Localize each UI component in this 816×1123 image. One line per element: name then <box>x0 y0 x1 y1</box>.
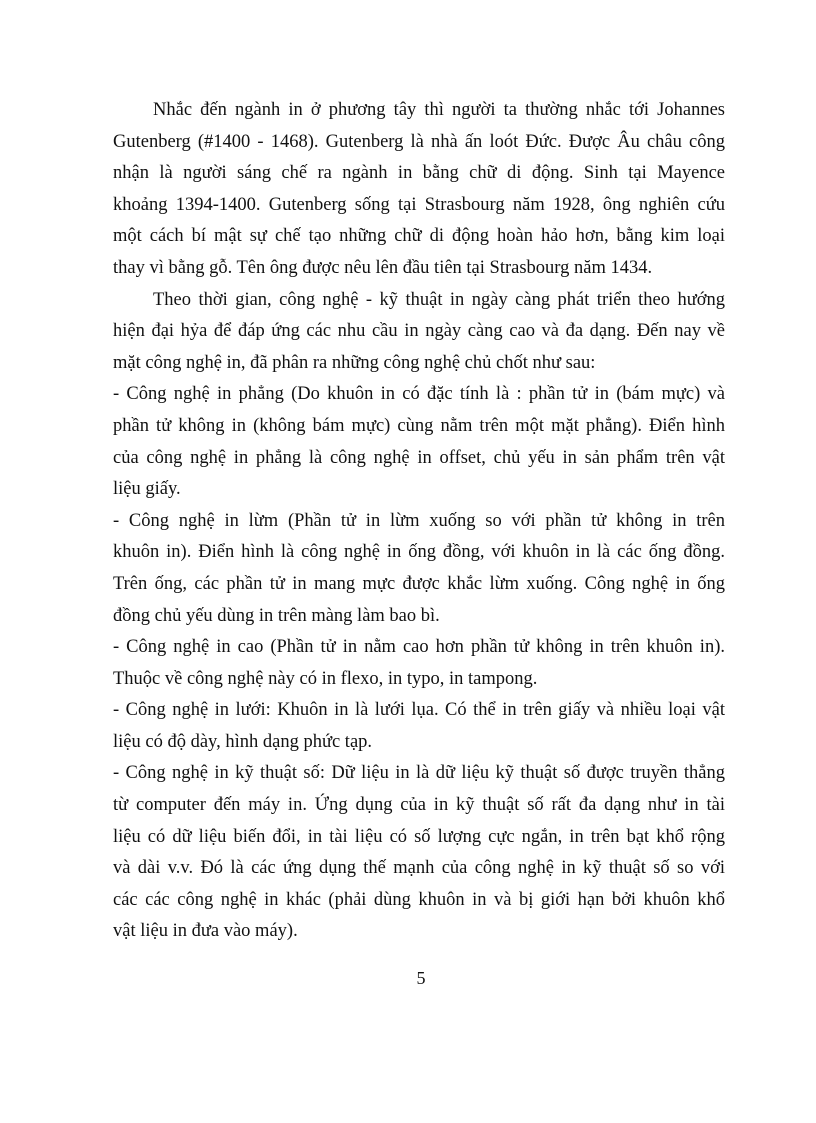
text-line: và dài v.v. Đó là các ứng dụng thế mạnh của công nghệ in kỹ thuật số so với <box>113 858 725 879</box>
text-line: liệu có độ dày, hình dạng phức tạp. <box>113 731 373 752</box>
paragraph-gravure-printing <box>113 506 725 632</box>
text-line: khoảng 1394-1400. Gutenberg sống tại Strasbourg năm 1928, ông nghiên cứu <box>113 194 725 215</box>
text-line: Gutenberg (#1400 - 1468). Gutenberg là nhà ấn loót Đức. Được Âu châu công <box>113 131 725 152</box>
paragraph-technology-overview <box>113 285 725 380</box>
text-line: các các công nghệ in khác (phải dùng khuôn in và bị giới hạn bởi khuôn khổ <box>113 889 725 910</box>
paragraph-gutenberg <box>113 95 725 285</box>
text-line: của công nghệ in phẳng là công nghệ in offset, chủ yếu in sản phẩm trên vật <box>113 447 725 468</box>
text-line: phần tử không in (không bám mực) cùng nằm trên một mặt phẳng). Điển hình <box>113 415 725 436</box>
text-line: hiện đại hỷa để đáp ứng các nhu cầu in ngày càng cao và đa dạng. Đến nay về <box>113 321 725 342</box>
text-line: thay vì bằng gỗ. Tên ông được nêu lên đầu tiên tại Strasbourg năm 1434. <box>113 257 653 278</box>
text-line: - Công nghệ in kỹ thuật số: Dữ liệu in là dữ liệu kỹ thuật số được truyền thẳng <box>113 763 725 784</box>
text-line: mặt công nghệ in, đã phân ra những công nghệ chủ chốt như sau: <box>113 352 596 373</box>
text-line: - Công nghệ in phẳng (Do khuôn in có đặc tính là : phần tử in (bám mực) và <box>113 384 725 405</box>
text-line: vật liệu in đưa vào máy). <box>113 921 298 942</box>
text-line: - Công nghệ in cao (Phần tử in nằm cao hơn phần tử không in trên khuôn in). <box>113 637 725 658</box>
text-line: Thuộc về công nghệ này có in flexo, in typo, in tampong. <box>113 668 538 689</box>
text-line: Nhắc đến ngành in ở phương tây thì người ta thường nhắc tới Johannes <box>153 100 725 120</box>
page-number: 5 <box>416 968 426 988</box>
paragraph-screen-printing <box>113 695 725 758</box>
text-line: nhận là người sáng chế ra ngành in bằng chữ di động. Sinh tại Mayence <box>113 163 725 184</box>
text-line: khuôn in). Điển hình là công nghệ in ống đồng, với khuôn in là các ống đồng. <box>113 542 725 563</box>
paragraph-digital-printing <box>113 758 725 948</box>
text-line: liệu giấy. <box>113 479 181 500</box>
text-line: từ computer đến máy in. Ứng dụng của in kỹ thuật số rất đa dạng như in tài <box>113 795 725 816</box>
paragraph-flat-printing <box>113 379 725 505</box>
text-line: Trên ống, các phần tử in mang mực được khắc lừm xuống. Công nghệ in ống <box>113 573 725 594</box>
text-line: Theo thời gian, công nghệ - kỹ thuật in ngày càng phát triển theo hướng <box>153 289 725 310</box>
text-line: đồng chủ yếu dùng in trên màng làm bao bì. <box>113 605 440 626</box>
text-line: - Công nghệ in lừm (Phần tử in lừm xuống so với phần tử không in trên <box>113 510 725 531</box>
body-text <box>113 95 725 948</box>
text-line: một cách bí mật sự chế tạo những chữ di động hoàn hảo hơn, bằng kim loại <box>113 226 725 247</box>
text-line: liệu có dữ liệu biến đổi, in tài liệu có số lượng cực ngắn, in trên bạt khổ rộng <box>113 826 725 847</box>
paragraph-relief-printing <box>113 632 725 695</box>
text-line: - Công nghệ in lưới: Khuôn in là lưới lụa. Có thể in trên giấy và nhiều loại vật <box>113 700 725 721</box>
